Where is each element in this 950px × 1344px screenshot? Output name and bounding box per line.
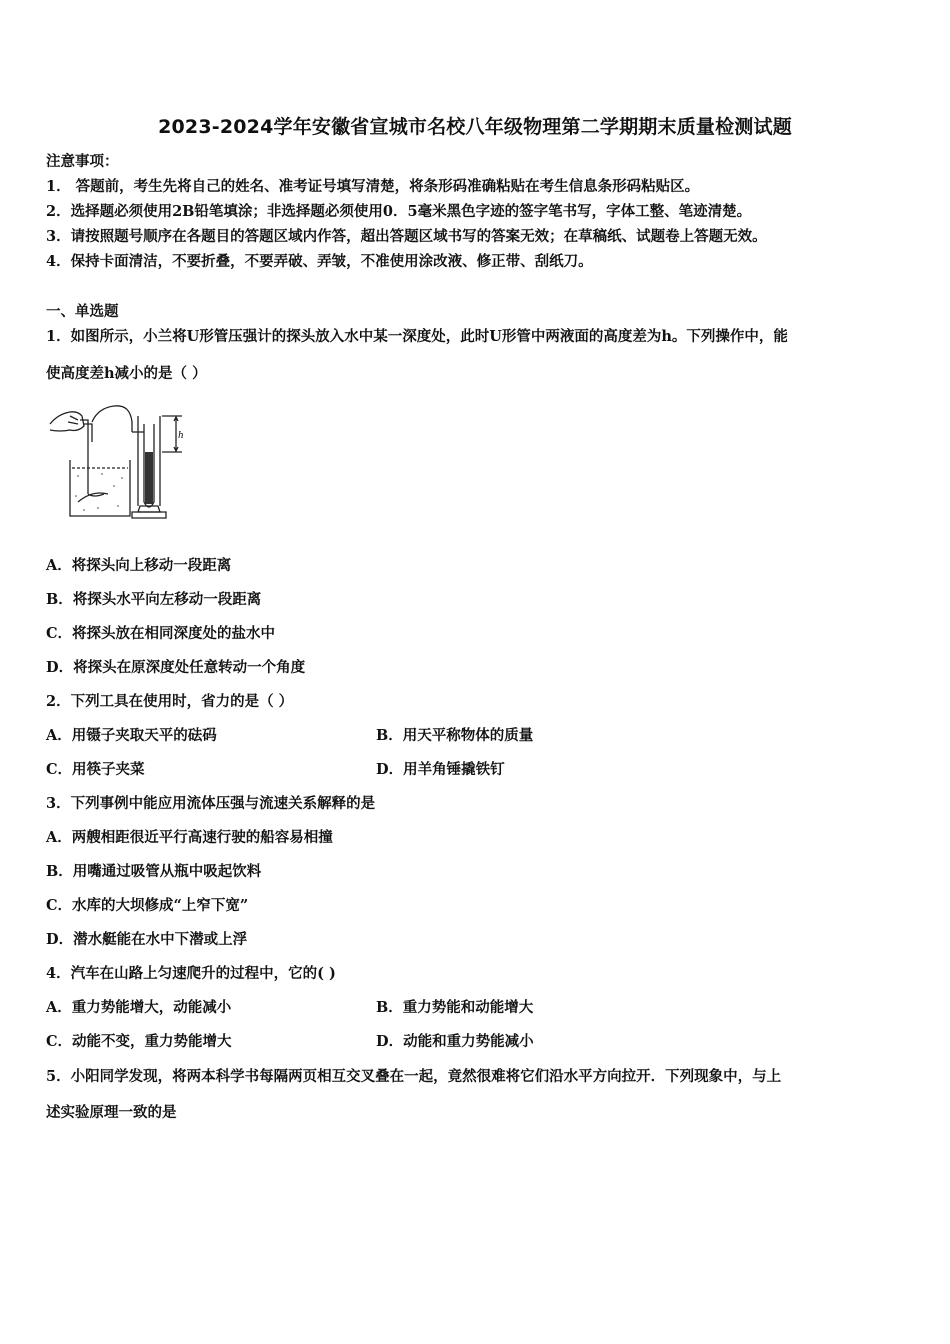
notice-item-2: 2．选择题必须使用2B铅笔填涂；非选择题必须使用0．5毫米黑色字迹的签字笔书写，字体工整、笔迹清楚。 [46, 203, 752, 220]
q3-option-d: D．潜水艇能在水中下潜或上浮 [46, 931, 248, 948]
q4-stem: 4．汽车在山路上匀速爬升的过程中，它的( ) [46, 965, 336, 982]
q2-option-c: C．用筷子夹菜 [46, 761, 145, 778]
q3-option-b: B．用嘴通过吸管从瓶中吸起饮料 [46, 863, 262, 880]
q1-option-d: D．将探头在原深度处任意转动一个角度 [46, 659, 306, 676]
q4-option-a: A．重力势能增大，动能减小 [46, 999, 232, 1016]
section-heading: 一、单选题 [46, 303, 119, 320]
q2-option-d: D．用羊角锤撬铁钉 [376, 761, 505, 778]
q1-option-a: A．将探头向上移动一段距离 [46, 557, 232, 574]
q5-stem-line1: 5．小阳同学发现，将两本科学书每隔两页相互交叉叠在一起，竟然很难将它们沿水平方向拉开．下列现象中，与上 [46, 1068, 782, 1085]
u-tube-manometer-figure [48, 402, 198, 524]
figure-h-label: h [178, 431, 184, 441]
notice-item-1: 1． 答题前，考生先将自己的姓名、准考证号填写清楚，将条形码准确粘贴在考生信息条形码粘贴区。 [46, 178, 700, 195]
q4-option-c: C．动能不变，重力势能增大 [46, 1033, 232, 1050]
q2-option-b: B．用天平称物体的质量 [376, 727, 534, 744]
page-title: 2023-2024学年安徽省宣城市名校八年级物理第二学期期末质量检测试题 [158, 116, 792, 138]
q3-option-c: C．水库的大坝修成“上窄下宽” [46, 897, 249, 914]
q2-stem: 2．下列工具在使用时，省力的是（ ） [46, 693, 294, 710]
q5-stem-line2: 述实验原理一致的是 [46, 1104, 177, 1121]
q4-option-b: B．重力势能和动能增大 [376, 999, 534, 1016]
q1-option-c: C．将探头放在相同深度处的盐水中 [46, 625, 276, 642]
q3-option-a: A．两艘相距很近平行高速行驶的船容易相撞 [46, 829, 333, 846]
notice-item-4: 4．保持卡面清洁，不要折叠，不要弄破、弄皱，不准使用涂改液、修正带、刮纸刀。 [46, 253, 593, 270]
q1-stem-line2: 使高度差h减小的是（ ） [46, 365, 207, 382]
notice-heading: 注意事项： [46, 153, 119, 170]
q3-stem: 3．下列事例中能应用流体压强与流速关系解释的是 [46, 795, 376, 812]
q1-option-b: B．将探头水平向左移动一段距离 [46, 591, 262, 608]
notice-item-3: 3．请按照题号顺序在各题目的答题区域内作答，超出答题区域书写的答案无效；在草稿纸、试题卷上答题无效。 [46, 228, 767, 245]
q2-option-a: A．用镊子夹取天平的砝码 [46, 727, 217, 744]
q4-option-d: D．动能和重力势能减小 [376, 1033, 534, 1050]
q1-stem-line1: 1．如图所示，小兰将U形管压强计的探头放入水中某一深度处，此时U形管中两液面的高度差为h。下列操作中，能 [46, 328, 788, 345]
